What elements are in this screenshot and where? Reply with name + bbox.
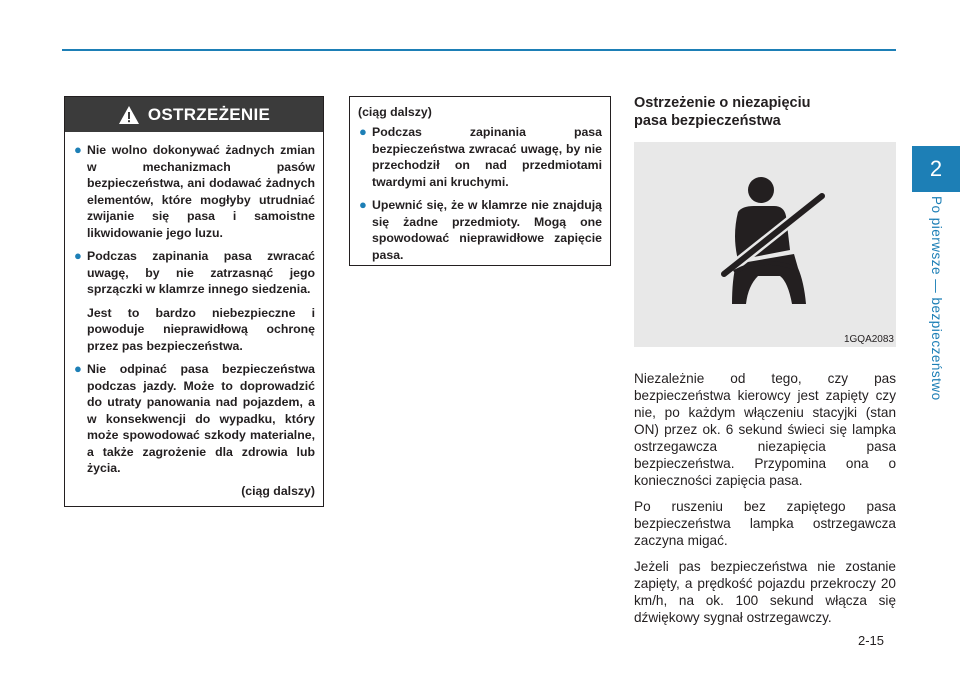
- chapter-number: 2: [929, 156, 943, 181]
- chapter-tab: [912, 146, 960, 192]
- bullet-icon: ●: [359, 197, 367, 212]
- warning-header: [65, 97, 323, 132]
- seatbelt-warning-icon: [720, 176, 830, 310]
- seatbelt-figure: [634, 142, 896, 347]
- section-title: Ostrzeżenie o niezapięciu pasa bezpieczeństwa: [634, 95, 811, 129]
- sub-paragraph: Jest to bardzo niebezpieczne i powoduje nieprawidłową ochronę przez pas bezpieczeństwa.: [87, 305, 315, 353]
- list-item: ● Nie odpinać pasa bezpieczeństwa podczas jazdy. Może to doprowadzić do utraty panowania nad pojazdem, a w konsekwencji do wypadku, który może spowodować szkody materialne, a także zagrożenie dla zdrowia lub życia.: [74, 361, 315, 475]
- chapter-title: Po pierwsze — bezpieczeństwo: [929, 196, 944, 401]
- top-rule: [62, 49, 896, 51]
- bullet-icon: ●: [74, 142, 82, 157]
- paragraph: Niezależnie od tego, czy pas bezpieczeństwa kierowcy jest zapięty czy nie, po każdym włączeniu stacyjki (stan ON) przez ok. 6 sekund świeci się lampka ostrzegawcza niezapięcia pasa bezpieczeństwa. Przypomina ona o konieczności zapięcia pasa.: [634, 371, 896, 488]
- continuation-box: [349, 96, 611, 266]
- page-number: 2-15: [858, 633, 885, 648]
- figure-code: 1GQA2083: [843, 334, 894, 345]
- warning-box: [64, 96, 324, 507]
- list-item: ● Nie wolno dokonywać żadnych zmian w mechanizmach pasów bezpieczeństwa, ani dodawać żadnych elementów, które mogłyby utrudniać zwijanie się pasa i samoistne likwidowanie jego luzu.: [74, 142, 315, 240]
- warning-title: OSTRZEŻENIE: [147, 104, 271, 124]
- list-item: ● Podczas zapinania pasa bezpieczeństwa zwracać uwagę, by nie przechodził on nad przedmiotami twardymi ani kruchymi.: [359, 124, 602, 189]
- continued-note: (ciąg dalszy): [241, 483, 315, 498]
- section-body: [634, 370, 896, 635]
- continuation-header: (ciąg dalszy): [358, 105, 432, 119]
- paragraph: Jeżeli pas bezpieczeństwa nie zostanie zapięty, a prędkość pojazdu przekroczy 20 km/h, na ok. 100 sekund włącza się dźwiękowy sygnał ostrzegawczy.: [634, 559, 896, 625]
- bullet-icon: ●: [74, 248, 82, 263]
- paragraph: Po ruszeniu bez zapiętego pasa bezpieczeństwa lampka ostrzegawcza zaczyna migać.: [634, 499, 896, 548]
- bullet-icon: ●: [74, 361, 82, 376]
- bullet-icon: ●: [359, 124, 367, 139]
- warning-triangle-icon: [118, 105, 140, 125]
- list-item: ● Upewnić się, że w klamrze nie znajdują się żadne przedmioty. Mogą one spowodować nieprawidłowe zapięcie pasa.: [359, 197, 602, 262]
- list-item: ● Podczas zapinania pasa zwracać uwagę, by nie zatrzasnąć jego sprzączki w klamrze innego siedzenia.: [74, 248, 315, 296]
